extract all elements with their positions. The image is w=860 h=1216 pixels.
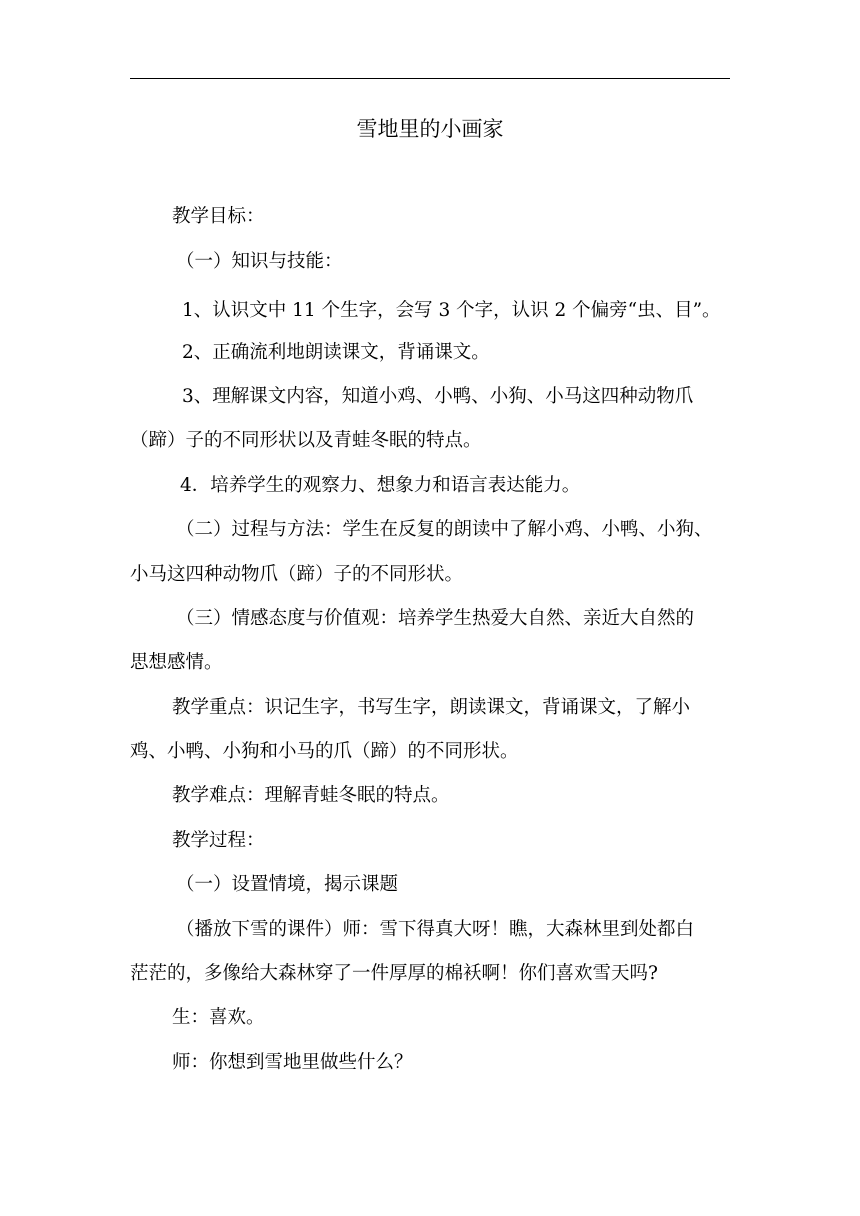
paragraph-difficult-points: 教学难点：理解青蛙冬眠的特点。 xyxy=(172,785,450,806)
paragraph-item-3-line-1: 3、理解课文内容，知道小鸡、小鸭、小狗、小马这四种动物爪 xyxy=(182,386,694,407)
paragraph-dialogue-line-1: （播放下雪的课件）师：雪下得真大呀！瞧，大森林里到处都白 xyxy=(176,919,695,940)
paragraph-emotion-values-line-1: （三）情感态度与价值观：培养学生热爱大自然、亲近大自然的 xyxy=(176,608,695,629)
paragraph-dialogue-line-2: 茫茫的，多像给大森林穿了一件厚厚的棉袄啊！你们喜欢雪天吗? xyxy=(130,963,658,984)
paragraph-process-method-line-1: （二）过程与方法：学生在反复的朗读中了解小鸡、小鸭、小狗、 xyxy=(176,519,713,540)
paragraph-item-2: 2、正确流利地朗读课文，背诵课文。 xyxy=(182,342,490,363)
paragraph-teaching-process: 教学过程： xyxy=(172,830,265,851)
paragraph-emotion-values-line-2: 思想感情。 xyxy=(130,652,223,673)
paragraph-process-method-line-2: 小马这四种动物爪（蹄）子的不同形状。 xyxy=(130,564,464,585)
paragraph-teacher-question: 师：你想到雪地里做些什么？ xyxy=(172,1052,413,1073)
paragraph-item-1: 1、认识文中 11 个生字，会写 3 个字，认识 2 个偏旁“虫、目”。 xyxy=(182,300,721,321)
document-title: 雪地里的小画家 xyxy=(356,117,504,141)
paragraph-step-1-heading: （一）设置情境，揭示课题 xyxy=(176,874,399,895)
header-rule xyxy=(130,78,730,79)
paragraph-item-4: 4．培养学生的观察力、想象力和语言表达能力。 xyxy=(180,475,581,496)
paragraph-key-points-line-2: 鸡、小鸭、小狗和小马的爪（蹄）的不同形状。 xyxy=(130,741,519,762)
paragraph-student-reply: 生：喜欢。 xyxy=(172,1007,265,1028)
paragraph-key-points-line-1: 教学重点：识记生字，书写生字，朗读课文，背诵课文，了解小 xyxy=(172,697,691,718)
paragraph-knowledge-skills: （一）知识与技能： xyxy=(176,251,343,272)
paragraph-item-3-line-2: （蹄）子的不同形状以及青蛙冬眠的特点。 xyxy=(130,430,482,451)
paragraph-teaching-goals: 教学目标： xyxy=(172,206,265,227)
